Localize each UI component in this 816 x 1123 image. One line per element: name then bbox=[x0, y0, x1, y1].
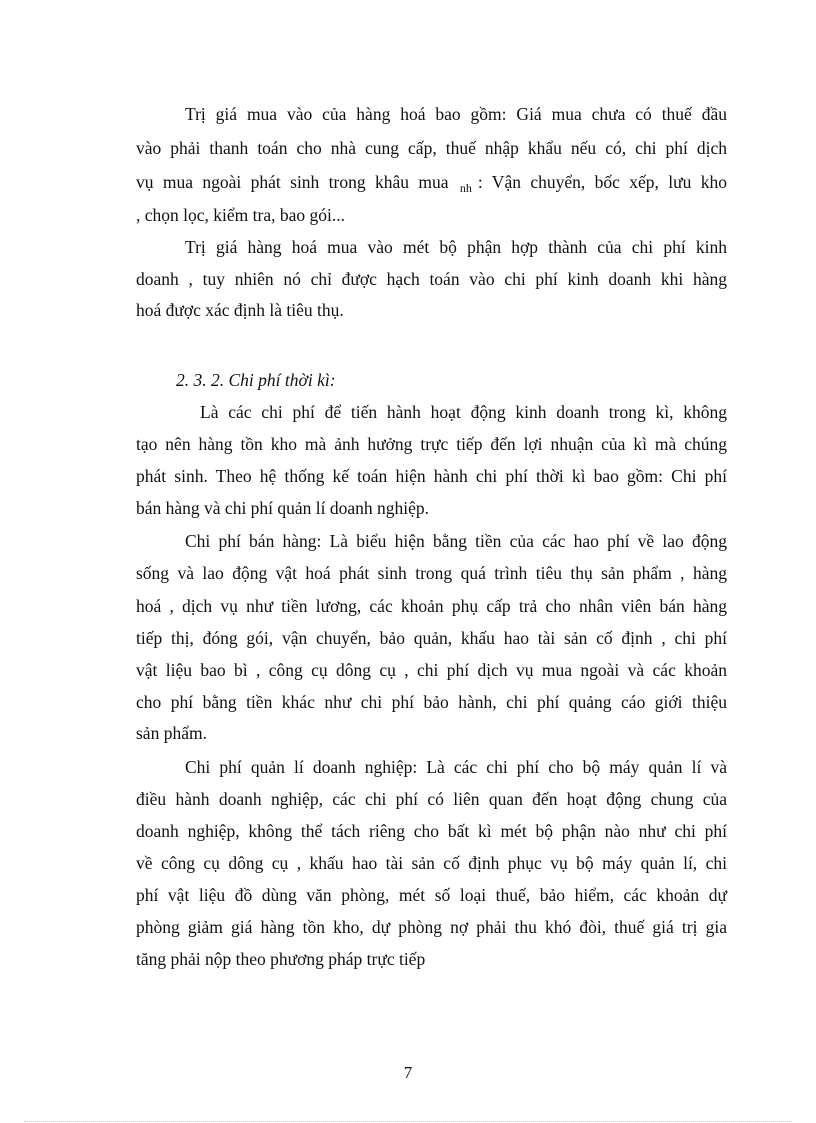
paragraph-2-line-3: hoá được xác định là tiêu thụ. bbox=[136, 300, 344, 320]
paragraph-4-line-2: sống và lao động vật hoá phát sinh trong quá trình tiêu thụ sản phẩm , hàng bbox=[136, 563, 727, 583]
paragraph-3-line-2: tạo nên hàng tồn kho mà ảnh hưởng trực tiếp đến lợi nhuận của kì mà chúng bbox=[136, 434, 727, 454]
paragraph-1-line-2: vào phải thanh toán cho nhà cung cấp, thuế nhập khẩu nếu có, chi phí dịch bbox=[136, 138, 727, 158]
paragraph-5-line-5: phí vật liệu đồ dùng văn phòng, mét số loại thuế, bảo hiểm, các khoản dự bbox=[136, 885, 727, 905]
paragraph-4-line-3: hoá , dịch vụ như tiền lương, các khoản phụ cấp trả cho nhân viên bán hàng bbox=[136, 596, 727, 616]
paragraph-2-line-2: doanh , tuy nhiên nó chỉ được hạch toán vào chi phí kinh doanh khi hàng bbox=[136, 269, 727, 289]
paragraph-4-line-1: Chi phí bán hàng: Là biểu hiện bằng tiền của các hao phí về lao động bbox=[185, 531, 727, 551]
paragraph-3-line-3: phát sinh. Theo hệ thống kế toán hiện hành chi phí thời kì bao gồm: Chi phí bbox=[136, 466, 727, 486]
paragraph-5-line-3: doanh nghiệp, không thể tách riêng cho bất kì mét bộ phận nào như chi phí bbox=[136, 821, 727, 841]
paragraph-5-line-7: tăng phải nộp theo phương pháp trực tiếp bbox=[136, 949, 426, 969]
paragraph-1-line-1: Trị giá mua vào của hàng hoá bao gồm: Giá mua chưa có thuế đầu bbox=[185, 104, 727, 124]
paragraph-2-line-1: Trị giá hàng hoá mua vào mét bộ phận hợp thành của chi phí kinh bbox=[185, 237, 727, 257]
page-number: 7 bbox=[403, 1063, 413, 1082]
subscript-nh: nh bbox=[459, 181, 472, 195]
paragraph-1-line-4: , chọn lọc, kiểm tra, bao gói... bbox=[136, 205, 345, 225]
paragraph-1-line-3-start: vụ mua ngoài phát sinh trong khâu mua bbox=[136, 172, 449, 192]
paragraph-5-line-4: về công cụ dông cụ , khấu hao tài sản cố định phục vụ bộ máy quản lí, chi bbox=[136, 853, 727, 873]
paragraph-4-line-5: vật liệu bao bì , công cụ dông cụ , chi phí dịch vụ mua ngoài và các khoản bbox=[136, 660, 727, 680]
paragraph-4-line-4: tiếp thị, đóng gói, vận chuyển, bảo quản, khấu hao tài sản cố định , chi phí bbox=[136, 628, 727, 648]
paragraph-1-line-3-end: : Vận chuyển, bốc xếp, lưu kho bbox=[477, 172, 727, 192]
paragraph-5-line-6: phòng giảm giá hàng tồn kho, dự phòng nợ phải thu khó đòi, thuế giá trị gia bbox=[136, 917, 727, 937]
paragraph-4-line-7: sản phẩm. bbox=[136, 723, 207, 743]
paragraph-5-line-1: Chi phí quản lí doanh nghiệp: Là các chi phí cho bộ máy quản lí và bbox=[185, 757, 727, 777]
paragraph-5-line-2: điều hành doanh nghiệp, các chi phí có liên quan đến hoạt động chung của bbox=[136, 789, 727, 809]
section-heading: 2. 3. 2. Chi phí thời kì: bbox=[176, 370, 336, 390]
paragraph-4-line-6: cho phí bằng tiền khác như chi phí bảo hành, chi phí quảng cáo giới thiệu bbox=[136, 692, 727, 712]
paragraph-3-line-4: bán hàng và chi phí quản lí doanh nghiệp. bbox=[136, 498, 430, 518]
footer-divider bbox=[24, 1121, 792, 1122]
paragraph-3-line-1: Là các chi phí để tiến hành hoạt động kinh doanh trong kì, không bbox=[200, 402, 727, 422]
paragraph-1-line-3 bbox=[136, 171, 727, 195]
